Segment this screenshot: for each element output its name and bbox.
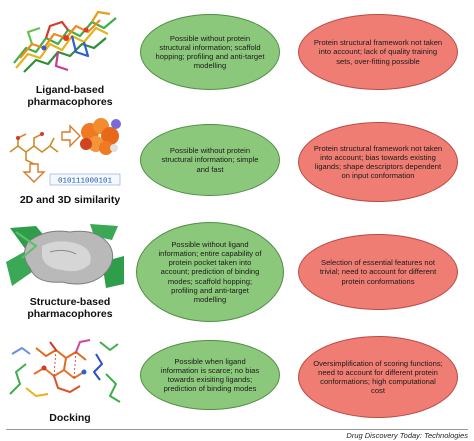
method-label — [0, 84, 140, 108]
atom-icon — [16, 136, 20, 140]
cons-bubble — [298, 234, 458, 310]
pros-bubble — [140, 124, 280, 196]
ligand-overlay-image — [6, 8, 124, 80]
method-label-line1: 2D and 3D similarity — [19, 194, 121, 206]
credit-divider — [6, 429, 468, 430]
pros-text: Possible without protein structural information; scaffold hopping; profiling and anti-target modelling — [155, 33, 265, 71]
arrow-down-icon — [24, 164, 44, 182]
cons-bubble — [298, 336, 458, 418]
spacefill-molecule-icon — [80, 118, 121, 155]
row-docking — [0, 330, 474, 430]
cons-bubble — [298, 14, 458, 90]
method-label-line1: Ligand-based — [35, 84, 105, 96]
method-label-line1: Docking — [49, 412, 91, 424]
pros-bubble — [140, 340, 280, 410]
method-label-line2: pharmacophores — [27, 308, 113, 320]
row-similarity — [0, 110, 474, 214]
row-ligand-based — [0, 0, 474, 110]
similarity-image — [6, 114, 124, 190]
cons-text: Selection of essential features not trivial; need to account for different protein conformations — [319, 258, 437, 286]
pros-text: Possible when ligand information is scarce; no bias towards exisiting ligands; prediction of binding modes — [160, 356, 260, 394]
arrow-right-icon — [62, 126, 80, 146]
docking-image — [6, 334, 124, 406]
method-label — [0, 412, 140, 424]
row-structure-based — [0, 214, 474, 330]
pros-text: Possible without ligand information; entire capability of protein pocket taken into account; prediction of binding modes; scaffold hopping; profiling and anti-target modelling — [158, 239, 262, 304]
method-label — [0, 296, 140, 320]
cons-bubble — [298, 122, 458, 202]
cons-text: Oversimplification of scoring functions; need to account for different protein conformations; high computational cost — [313, 358, 443, 396]
method-label-line1: Structure-based — [29, 296, 111, 308]
binary-fingerprint-text: 010111000101 — [57, 177, 113, 186]
pros-bubble — [136, 222, 284, 322]
protein-pocket-image — [6, 222, 124, 290]
cons-text: Protein structural framework not taken into account; bias towards existing ligands; shape descriptors dependent on input conformation — [313, 143, 443, 181]
method-label — [0, 194, 140, 206]
method-label-line2: pharmacophores — [27, 96, 113, 108]
cons-text: Protein structural framework not taken into account; lack of quality training sets, over-fitting possible — [313, 38, 443, 66]
journal-credit: Drug Discovery Today: Technologies — [346, 431, 468, 440]
pros-bubble — [140, 14, 280, 90]
pros-text: Possible without protein structural information; simple and fast — [161, 146, 259, 174]
